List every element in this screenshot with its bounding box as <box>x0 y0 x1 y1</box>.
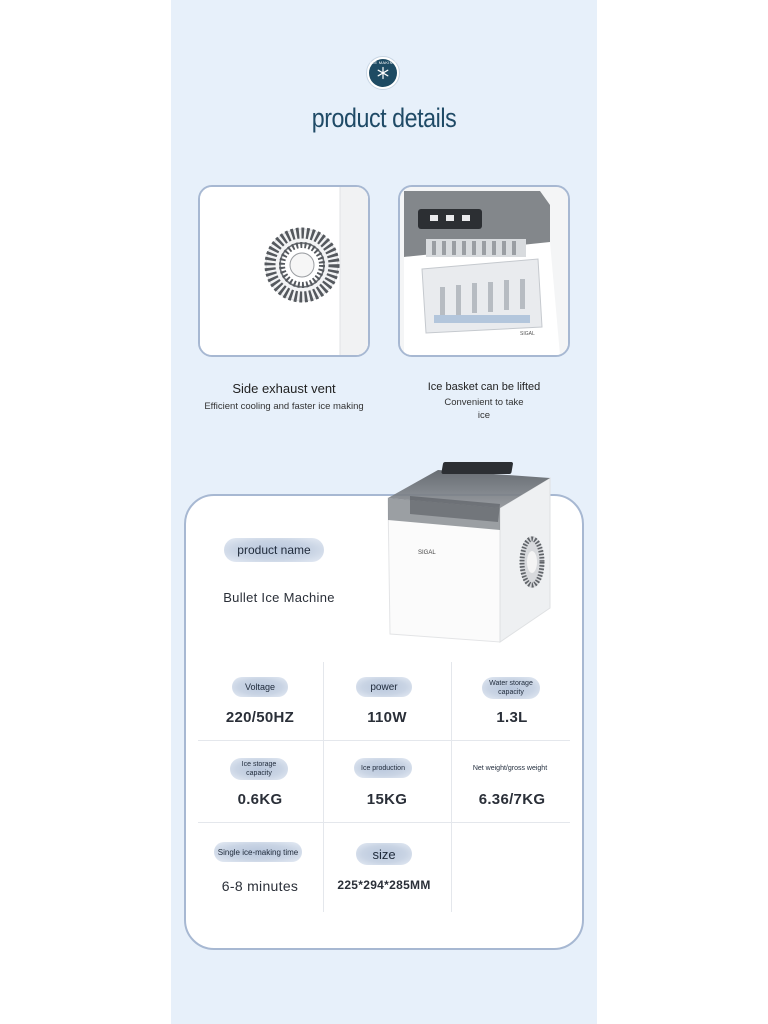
spec-label-power: power <box>356 677 412 697</box>
snowflake-icon <box>376 66 390 80</box>
side-vent-photo <box>198 185 370 357</box>
ice-basket-illustration <box>400 187 568 355</box>
spec-label-voltage: Voltage <box>232 677 288 697</box>
side-vent-illustration <box>200 187 368 355</box>
grid-divider <box>198 822 570 823</box>
spec-label-water-storage: Water storage capacity <box>482 677 540 699</box>
page-title: product details <box>311 103 457 133</box>
spec-label-ice-storage: Ice storage capacity <box>230 758 288 780</box>
logo-text: ICE MAKING <box>369 60 397 65</box>
spec-label-ice-making-time: Single ice-making time <box>214 842 302 862</box>
grid-divider <box>323 662 324 912</box>
feature-2-subtitle-line-1: Convenient to take <box>444 397 524 408</box>
feature-2-subtitle-line-2: ice <box>477 410 491 421</box>
machine-brand-text: SIGAL <box>418 550 436 556</box>
spec-value-ice-production: 15KG <box>366 791 408 808</box>
spec-value-water-storage: 1.3L <box>496 709 528 726</box>
spec-label-ice-production: Ice production <box>354 758 412 778</box>
spec-value-power: 110W <box>367 709 407 726</box>
spec-value-size: 225*294*285MM <box>337 878 431 892</box>
feature-1-subtitle: Efficient cooling and faster ice making <box>204 401 364 412</box>
grid-divider <box>451 662 452 912</box>
device-brand-text: SIGAL <box>520 331 535 337</box>
ice-machine-image <box>380 458 556 644</box>
brand-logo <box>366 56 400 90</box>
ice-basket-photo <box>398 185 570 357</box>
grid-divider <box>198 740 570 741</box>
spec-value-voltage: 220/50HZ <box>225 709 295 726</box>
spec-value-ice-making-time: 6-8 minutes <box>221 878 299 894</box>
product-name-label: product name <box>224 538 324 562</box>
spec-value-weight: 6.36/7KG <box>478 791 546 808</box>
spec-value-ice-storage: 0.6KG <box>237 791 283 808</box>
product-name-value: Bullet Ice Machine <box>223 590 335 605</box>
feature-2-title: Ice basket can be lifted <box>427 381 541 393</box>
spec-label-weight: Net weight/gross weight <box>472 764 548 772</box>
feature-1-title: Side exhaust vent <box>232 381 336 396</box>
spec-label-size: size <box>356 843 412 865</box>
